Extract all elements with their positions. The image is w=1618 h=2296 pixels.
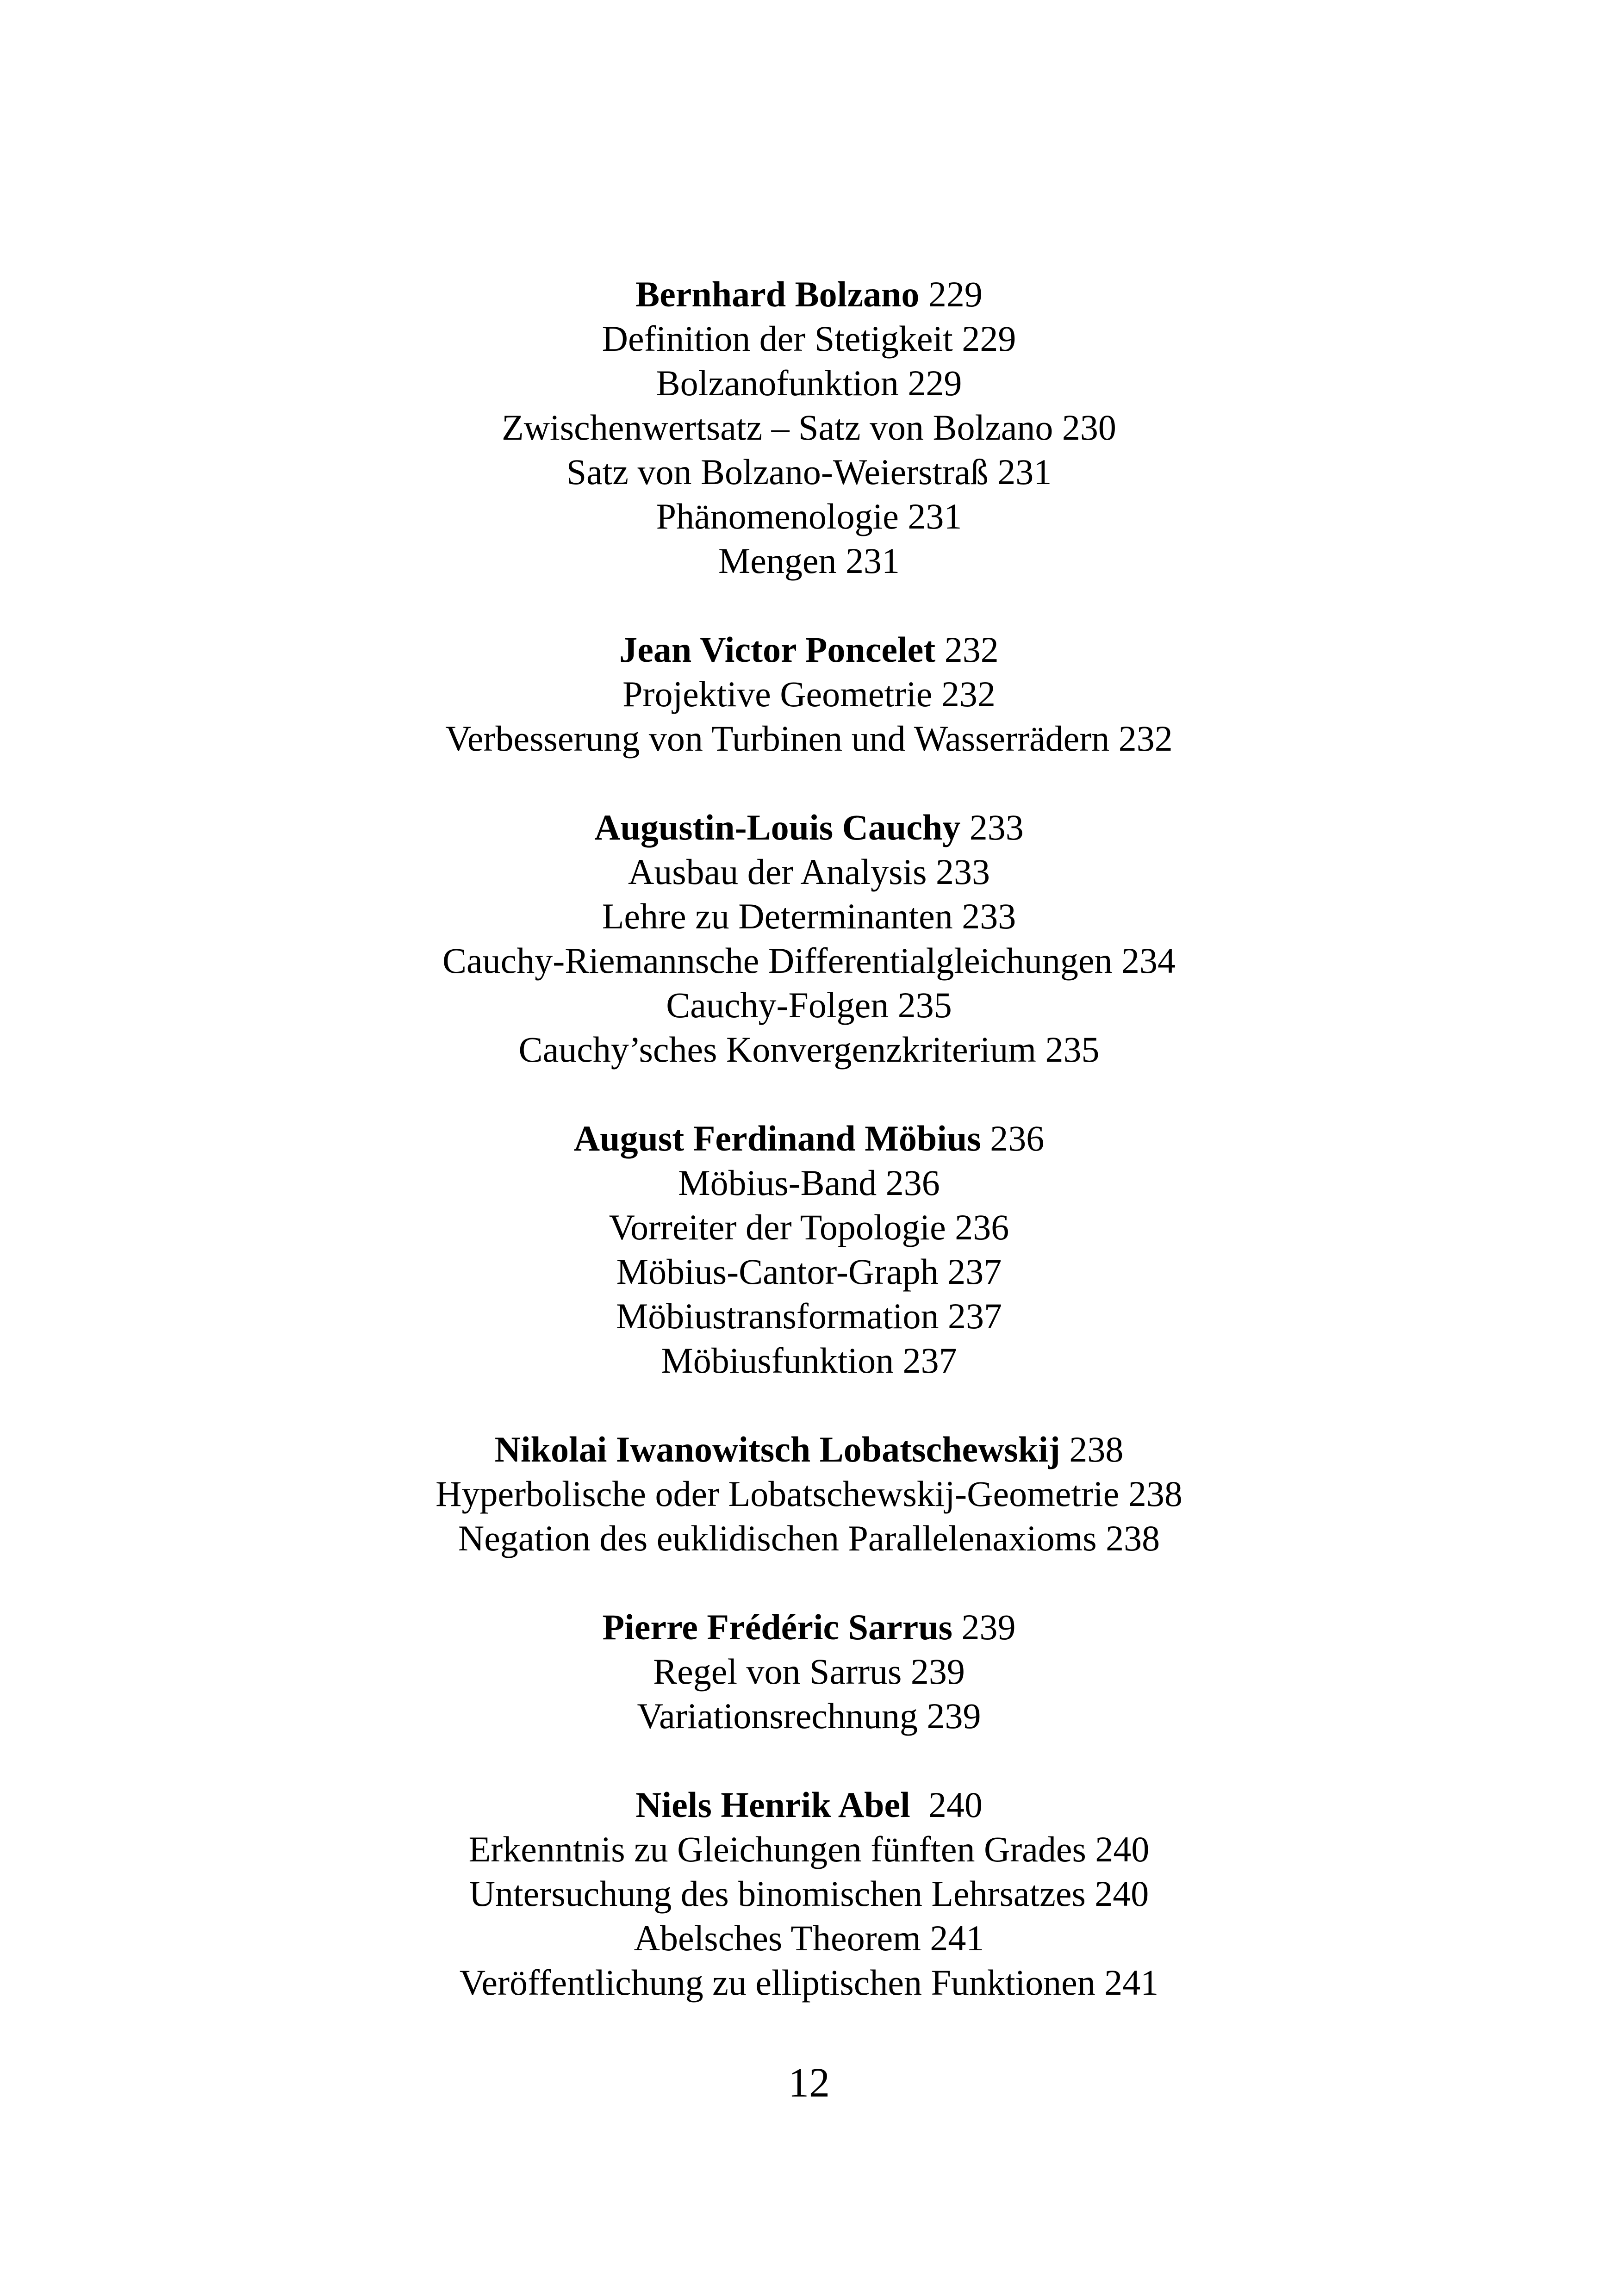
mathematician-name: Niels Henrik Abel xyxy=(635,1785,910,1825)
toc-entry: Variationsrechnung 239 xyxy=(637,1696,981,1736)
toc-entry: Möbiusfunktion 237 xyxy=(661,1340,957,1381)
toc-entry: Untersuchung des binomischen Lehrsatzes 240 xyxy=(469,1873,1149,1914)
toc-entry: Cauchy-Folgen 235 xyxy=(666,985,952,1025)
toc-section xyxy=(0,1427,1618,1561)
toc-section-heading xyxy=(0,1116,1618,1161)
section-page-number: 238 xyxy=(1069,1429,1124,1469)
toc-section-heading xyxy=(0,1783,1618,1827)
toc-entry: Möbiustransformation 237 xyxy=(616,1296,1002,1336)
page-number: 12 xyxy=(788,2060,830,2106)
section-page-number: 232 xyxy=(944,629,999,670)
toc-section xyxy=(0,628,1618,761)
mathematician-name: August Ferdinand Möbius xyxy=(573,1118,981,1158)
toc-entry: Satz von Bolzano-Weierstraß 231 xyxy=(566,452,1052,492)
toc-section xyxy=(0,1116,1618,1383)
toc-section-heading xyxy=(0,628,1618,672)
table-of-contents xyxy=(0,272,1618,2049)
toc-entry: Zwischenwertsatz – Satz von Bolzano 230 xyxy=(502,407,1116,448)
toc-entry: Mengen 231 xyxy=(718,541,900,581)
toc-section-heading xyxy=(0,272,1618,317)
toc-entry: Phänomenologie 231 xyxy=(656,496,962,536)
toc-entry: Cauchy’sches Konvergenzkriterium 235 xyxy=(518,1029,1100,1070)
toc-entry: Projektive Geometrie 232 xyxy=(622,674,996,714)
toc-section xyxy=(0,1783,1618,2005)
section-page-number: 229 xyxy=(928,274,983,314)
toc-section xyxy=(0,805,1618,1072)
toc-entry: Definition der Stetigkeit 229 xyxy=(602,318,1016,359)
toc-entry: Negation des euklidischen Parallelenaxioms 238 xyxy=(458,1518,1160,1558)
toc-entry: Möbius-Cantor-Graph 237 xyxy=(616,1251,1002,1292)
section-page-number: 236 xyxy=(990,1118,1045,1158)
toc-section xyxy=(0,272,1618,583)
toc-entry: Vorreiter der Topologie 236 xyxy=(609,1207,1009,1247)
mathematician-name: Jean Victor Poncelet xyxy=(619,629,936,670)
mathematician-name: Bernhard Bolzano xyxy=(635,274,920,314)
toc-section-heading xyxy=(0,1605,1618,1649)
toc-entry: Lehre zu Determinanten 233 xyxy=(602,896,1016,936)
toc-entry: Ausbau der Analysis 233 xyxy=(628,852,990,892)
toc-entry: Regel von Sarrus 239 xyxy=(653,1651,965,1692)
section-page-number: 233 xyxy=(969,807,1024,847)
section-page-number: 240 xyxy=(919,1785,983,1825)
toc-entry: Bolzanofunktion 229 xyxy=(656,363,962,403)
toc-entry: Erkenntnis zu Gleichungen fünften Grades 240 xyxy=(468,1829,1150,1869)
toc-entry: Möbius-Band 236 xyxy=(678,1163,940,1203)
mathematician-name: Augustin-Louis Cauchy xyxy=(594,807,961,847)
toc-entry: Abelsches Theorem 241 xyxy=(634,1918,984,1958)
mathematician-name: Nikolai Iwanowitsch Lobatschewskij xyxy=(494,1429,1060,1469)
toc-section-heading xyxy=(0,805,1618,850)
toc-section xyxy=(0,1605,1618,1738)
section-page-number: 239 xyxy=(961,1607,1016,1647)
toc-entry: Verbesserung von Turbinen und Wasserrädern 232 xyxy=(445,718,1173,759)
toc-entry: Veröffentlichung zu elliptischen Funktionen 241 xyxy=(459,1962,1159,2003)
mathematician-name: Pierre Frédéric Sarrus xyxy=(602,1607,953,1647)
toc-entry: Hyperbolische oder Lobatschewskij-Geometrie 238 xyxy=(436,1474,1182,1514)
toc-entry: Cauchy-Riemannsche Differentialgleichungen 234 xyxy=(442,940,1176,981)
toc-section-heading xyxy=(0,1427,1618,1472)
